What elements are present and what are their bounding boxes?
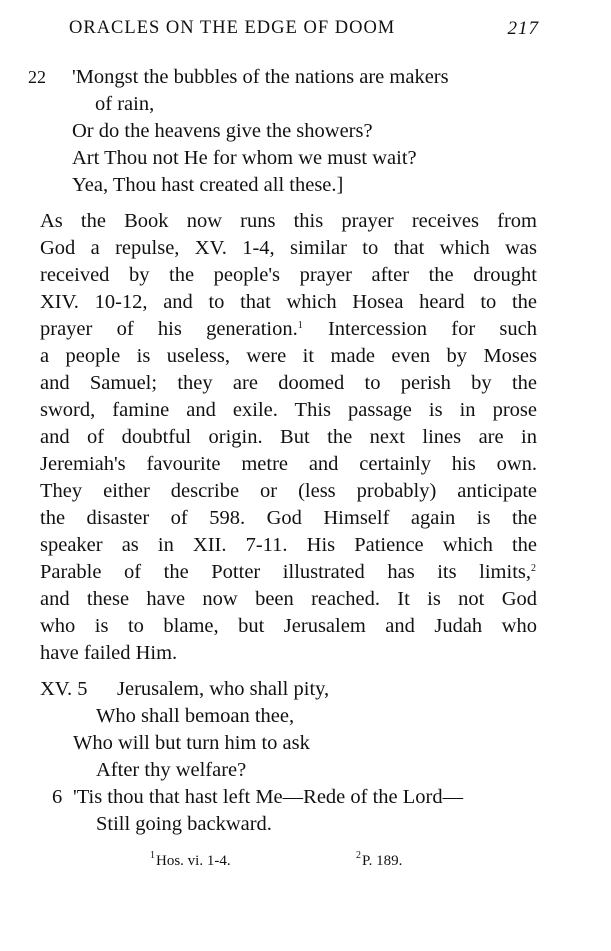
prose-line: and these have now been reached. It is not God [40,588,537,610]
chapter-reference: XV. 5 [40,678,88,700]
prose-line [40,319,537,340]
footnote [150,850,231,870]
prose-line: who is to blame, but Jerusalem and Judah who [40,615,537,637]
poem-line: Yea, Thou hast created all these.] [72,174,344,196]
footnote-text: P. 189. [362,853,403,869]
footnote-mark: 2 [356,850,361,861]
poem-line: Art Thou not He for whom we must wait? [72,147,417,169]
footnotes [0,850,611,876]
prose-line: the disaster of 598. God Himself again is the [40,507,537,529]
footnote-mark: 1 [150,850,155,861]
prose-line: and Samuel; they are doomed to perish by the [40,372,537,394]
prose-line: They either describe or (less probably) anticipate [40,480,537,502]
poem-line [52,787,463,808]
prose-line: As the Book now runs this prayer receives from [40,210,537,232]
prose-line: a people is useless, were it made even by Moses [40,345,537,367]
verse-number: 6 [52,786,63,808]
poem-line: Or do the heavens give the showers? [72,120,373,142]
poem-line-text: Jerusalem, who shall pity, [117,678,330,700]
poem-line [28,67,449,88]
prose-line: XIV. 10-12, and to that which Hosea heard to the [40,291,537,313]
prose-line: sword, famine and exile. This passage is in prose [40,399,537,421]
poem-line-text: 'Tis thou that hast left Me—Rede of the Lord— [73,786,464,808]
footnote [356,850,402,870]
footnote-mark: 1 [297,320,303,331]
prose-line: speaker as in XII. 7-11. His Patience which the [40,534,537,556]
poem-line-text: 'Mongst the bubbles of the nations are makers [72,66,449,88]
prose-text: prayer of his generation. [40,318,298,340]
footnote-mark: 2 [531,563,536,574]
running-title: ORACLES ON THE EDGE OF DOOM [69,18,396,38]
poem-line: Who shall bemoan thee, [96,705,295,727]
poem-line [40,679,329,700]
prose-line: and of doubtful origin. But the next lines are in [40,426,537,448]
poem-line: After thy welfare? [96,759,247,781]
prose-line: received by the people's prayer after the drought [40,264,537,286]
prose-line: God a repulse, XV. 1-4, similar to that which was [40,237,537,259]
footnote-text: Hos. vi. 1-4. [156,853,231,869]
poem-line: Who will but turn him to ask [73,732,310,754]
prose-line [40,562,537,583]
prose-line: have failed Him. [40,642,178,664]
prose-text: Parable of the Potter illustrated has its limits, [40,561,531,583]
page-number: 217 [507,18,539,39]
page-header [69,18,539,50]
prose-line: Jeremiah's favourite metre and certainly his own. [40,453,537,475]
prose-text: Intercession for such [327,318,538,340]
poem-line: Still going backward. [96,813,272,835]
verse-number: 22 [28,67,46,87]
poem-line: of rain, [95,93,155,115]
